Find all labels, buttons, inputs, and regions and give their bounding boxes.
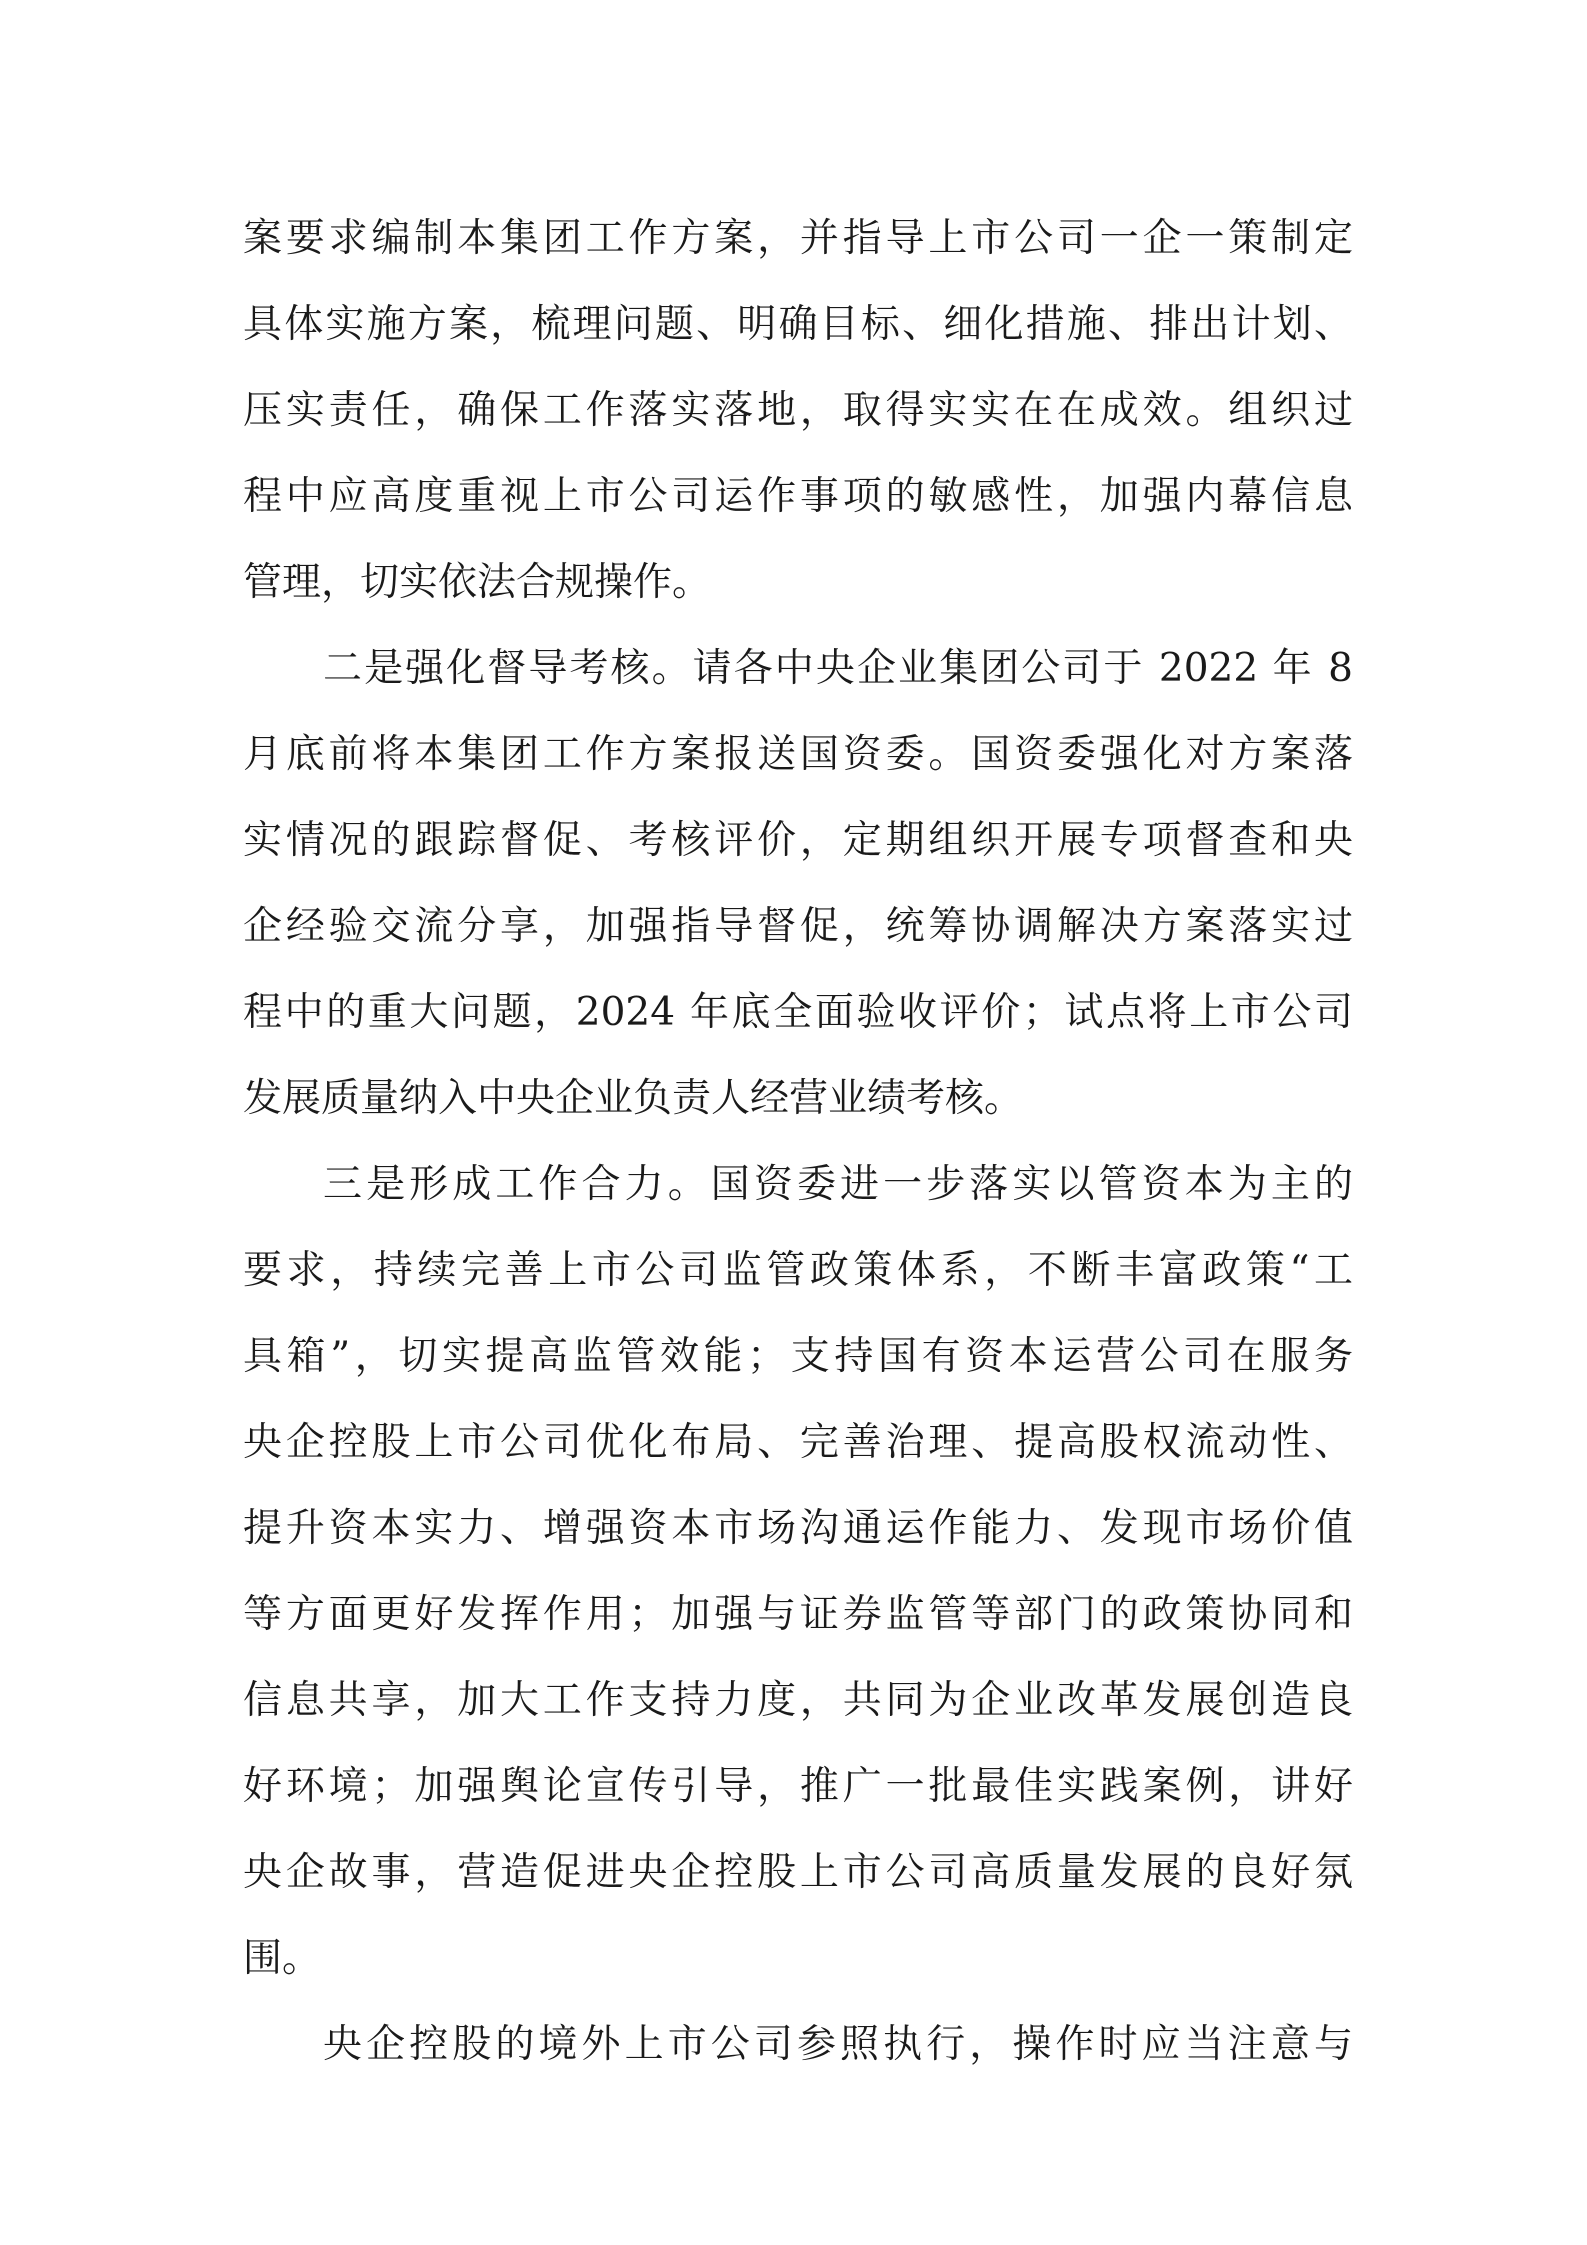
text-line: 好环境；加强舆论宣传引导，推广一批最佳实践案例，讲好 [243, 1764, 1353, 1809]
text-line: 企经验交流分享，加强指导督促，统筹协调解决方案落实过 [243, 904, 1353, 949]
text-line: 实情况的跟踪督促、考核评价，定期组织开展专项督查和央 [243, 818, 1353, 863]
text-line: 央企控股上市公司优化布局、完善治理、提高股权流动性、 [243, 1420, 1353, 1465]
text-line: 央企故事，营造促进央企控股上市公司高质量发展的良好氛 [243, 1850, 1353, 1895]
document-body [243, 196, 1353, 2088]
text-line: 具体实施方案，梳理问题、明确目标、细化措施、排出计划、 [243, 302, 1353, 347]
text-line: 二是强化督导考核。请各中央企业集团公司于 2022 年 8 [323, 646, 1353, 691]
text-line: 程中应高度重视上市公司运作事项的敏感性，加强内幕信息 [243, 474, 1353, 519]
text-line: 提升资本实力、增强资本市场沟通运作能力、发现市场价值 [243, 1506, 1353, 1551]
text-line: 压实责任，确保工作落实落地，取得实实在在成效。组织过 [243, 388, 1353, 433]
text-line: 三是形成工作合力。国资委进一步落实以管资本为主的 [323, 1162, 1353, 1207]
text-line: 具箱”，切实提高监管效能；支持国有资本运营公司在服务 [243, 1334, 1353, 1379]
text-line: 央企控股的境外上市公司参照执行，操作时应当注意与 [323, 2022, 1353, 2067]
text-line: 案要求编制本集团工作方案，并指导上市公司一企一策制定 [243, 216, 1353, 261]
text-line: 围。 [243, 1936, 322, 1981]
text-line: 要求，持续完善上市公司监管政策体系，不断丰富政策“工 [243, 1248, 1353, 1293]
text-line: 程中的重大问题，2024 年底全面验收评价；试点将上市公司 [243, 990, 1353, 1035]
text-line: 发展质量纳入中央企业负责人经营业绩考核。 [243, 1076, 1024, 1121]
text-line: 等方面更好发挥作用；加强与证券监管等部门的政策协同和 [243, 1592, 1353, 1637]
text-line: 信息共享，加大工作支持力度，共同为企业改革发展创造良 [243, 1678, 1353, 1723]
text-line: 月底前将本集团工作方案报送国资委。国资委强化对方案落 [243, 732, 1353, 777]
text-line: 管理，切实依法合规操作。 [243, 560, 712, 605]
